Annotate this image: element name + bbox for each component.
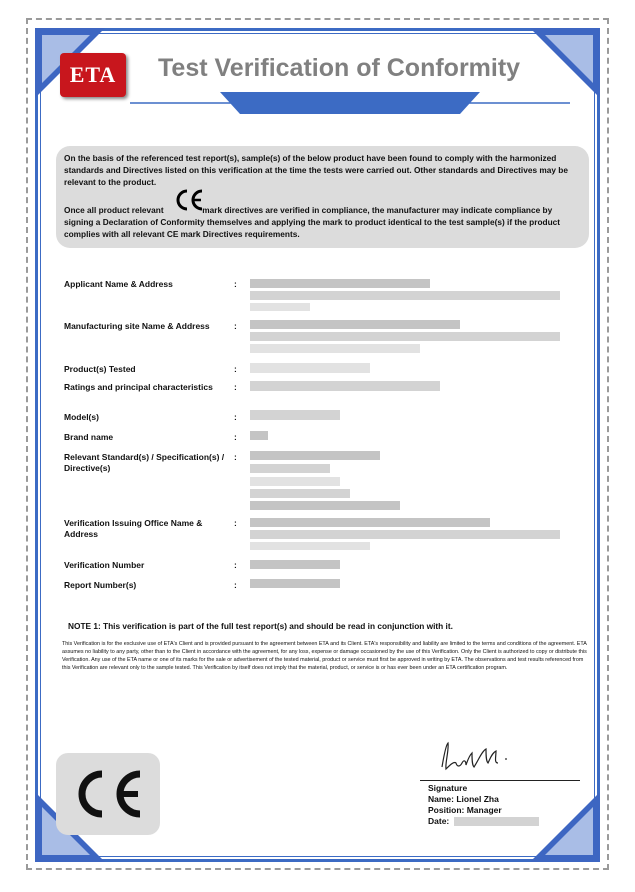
signature-line [420,780,580,781]
signature-date-label: Date: [428,816,450,826]
ce-mark-icon [174,188,204,212]
field-label-models: Model(s) [64,412,99,422]
redacted-value [250,560,340,569]
signature-block [428,783,502,827]
redacted-value [250,279,430,288]
field-colon: : [234,560,237,570]
redacted-value [250,579,340,588]
redacted-value [250,344,420,353]
redacted-value [250,410,340,420]
corner-accent-top-right [545,35,593,83]
disclaimer-text: This Verification is for the exclusive use of ETA's Client and is provided pursuant to the agreement between ETA and its Client. ETA's responsibility and liability are limited to the terms and conditions of the agreement. ETA assumes no liability to any party, other than to the Client in accordance with the agreement, for any loss, expense or damage occasioned by the use of this Verification. Only the Client is authorized to copy or distribute this Verification. Any use of the ETA name or one of its marks for the sale or advertisement of the tested material, product or service must first be approved in writing by ETA. The observations and test results referenced from this Verification are relevant only to the sample tested. This Verification by itself does not imply that the material, product, or service is or has ever been under an ETA certification program. [62,641,587,671]
redacted-value [250,381,440,391]
handwritten-signature [436,737,526,777]
redacted-value [250,431,268,440]
field-colon: : [234,412,237,422]
redacted-value [250,477,340,486]
field-label-products-tested: Product(s) Tested [64,364,136,374]
field-colon: : [234,321,237,331]
field-label-brand-name: Brand name [64,432,114,442]
redacted-value [250,464,330,473]
field-label-applicant: Applicant Name & Address [64,279,173,289]
redacted-value [250,451,380,460]
redacted-value [250,501,400,510]
field-label-manufacturing-site: Manufacturing site Name & Address [64,321,210,331]
field-label-verification-number: Verification Number [64,560,145,570]
redacted-value [250,320,460,329]
field-colon: : [234,432,237,442]
intro-paragraph-2-start: Once all product relevant [64,205,164,215]
corner-accent-bottom-right [545,807,593,855]
ce-mark-panel [56,753,160,835]
intro-paragraph-2 [64,204,581,240]
redacted-value [250,291,560,300]
redacted-value [250,363,370,373]
redacted-value [250,542,370,550]
field-colon: : [234,580,237,590]
ce-mark-icon [70,768,146,820]
field-label-report-numbers: Report Number(s) [64,580,137,590]
logo-text: ETA [69,62,117,87]
redacted-value [250,489,350,498]
field-label-relevant-standards: Relevant Standard(s) / Specification(s) / Directive(s) [64,452,225,473]
redacted-value [250,332,560,341]
signature-heading: Signature [428,783,468,793]
field-colon: : [234,452,237,462]
intro-panel [56,146,589,248]
field-colon: : [234,382,237,392]
signature-date-row [428,816,502,827]
redacted-value [454,817,539,826]
note-1: NOTE 1: This verification is part of the full test report(s) and should be read in conjunction with it. [68,621,453,631]
intro-paragraph-2-rest: mark directives are verified in compliance, the manufacturer may indicate compliance by signing a Declaration of Conformity themselves and applying the mark to product identical to the test sample(s) if the product complies with all relevant CE mark Directives requirements. [64,205,561,239]
intro-paragraph-1: On the basis of the referenced test report(s), sample(s) of the below product have been found to comply with the harmonized standards and Directives listed on this verification at the time the tests were carried out. Other standards and Directives may be relevant to the product. [64,153,568,187]
redacted-value [250,518,490,527]
page-title: Test Verification of Conformity [158,54,521,82]
redacted-value [250,530,560,539]
field-colon: : [234,518,237,528]
redacted-value [250,303,310,311]
signatory-name: Name: Lionel Zha [428,794,499,804]
field-label-ratings: Ratings and principal characteristics [64,382,213,392]
eta-logo [60,53,126,97]
signatory-position: Position: Manager [428,805,502,815]
field-colon: : [234,279,237,289]
field-label-issuing-office: Verification Issuing Office Name & Address [64,518,203,539]
field-colon: : [234,364,237,374]
title-underline-ribbon [130,92,570,114]
